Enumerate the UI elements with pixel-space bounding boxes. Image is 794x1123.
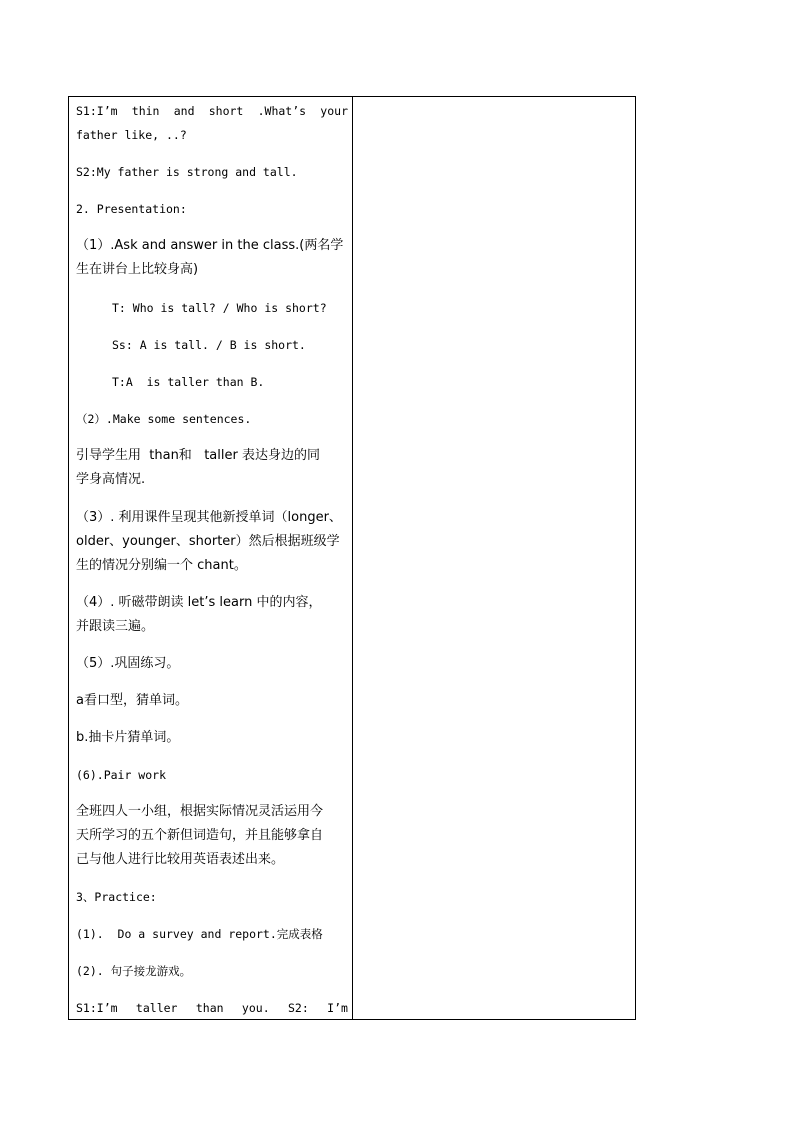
word: .What’s — [257, 104, 307, 118]
word: short — [208, 104, 244, 118]
notes-cell — [354, 97, 635, 1019]
word: taller — [135, 1001, 178, 1015]
lesson-plan-table — [68, 96, 636, 1020]
text-line: (6).Pair work — [76, 768, 167, 782]
word: thin — [131, 104, 160, 118]
text-line: （2）.Make some sentences. — [76, 412, 252, 426]
text-line: S2:My father is strong and tall. — [76, 165, 298, 179]
word: than — [195, 1001, 224, 1015]
text-line: （3）. 利用课件呈现其他新授单词（longer、 — [76, 510, 342, 525]
text-line: 生的情况分别编一个 chant。 — [76, 558, 247, 573]
text-line: 学身高情况. — [76, 472, 146, 487]
lesson-procedure-cell — [76, 97, 348, 1019]
text-line: （1）.Ask and answer in the class.(两名学 — [76, 238, 344, 253]
text-line: (2). 句子接龙游戏。 — [76, 964, 192, 978]
section-heading: 2. Presentation: — [76, 202, 187, 216]
word: S1:I’m — [76, 104, 118, 118]
text-line: b.抽卡片猜单词。 — [76, 730, 180, 745]
section-heading: 3、Practice: — [76, 890, 157, 904]
word: S1:I’m — [76, 1001, 118, 1015]
dialogue-line: T: Who is tall? / Who is short? — [112, 301, 327, 315]
text-line: （4）. 听磁带朗读 let’s learn 中的内容， — [76, 595, 322, 610]
text-line: 引导学生用 than和 taller 表达身边的同 — [76, 448, 320, 463]
word: you. — [241, 1001, 270, 1015]
word: I’m — [327, 1001, 348, 1015]
text-line: father like, ..? — [76, 128, 187, 142]
dialogue-line: T:A is taller than B. — [112, 375, 265, 389]
text-line: (1). Do a survey and report.完成表格 — [76, 927, 323, 941]
text-line: （5）.巩固练习。 — [76, 656, 180, 671]
dialogue-line: Ss: A is tall. / B is short. — [112, 338, 306, 352]
text-line: 并跟读三遍。 — [76, 619, 155, 634]
text-line: 己与他人进行比较用英语表述出来。 — [76, 852, 285, 867]
word: and — [173, 104, 195, 118]
column-divider — [352, 97, 353, 1019]
text-line: a看口型，猜单词。 — [76, 693, 188, 708]
text-line — [76, 103, 348, 119]
text-line: older、younger、shorter）然后根据班级学 — [76, 534, 340, 549]
text-line: 全班四人一小组，根据实际情况灵活运用今 — [76, 804, 324, 819]
text-line: 天所学习的五个新但词造句，并且能够拿自 — [76, 828, 324, 843]
text-line: 生在讲台上比较身高) — [76, 262, 199, 277]
word: your — [320, 104, 348, 118]
text-line — [76, 1000, 348, 1016]
word: S2: — [288, 1001, 309, 1015]
